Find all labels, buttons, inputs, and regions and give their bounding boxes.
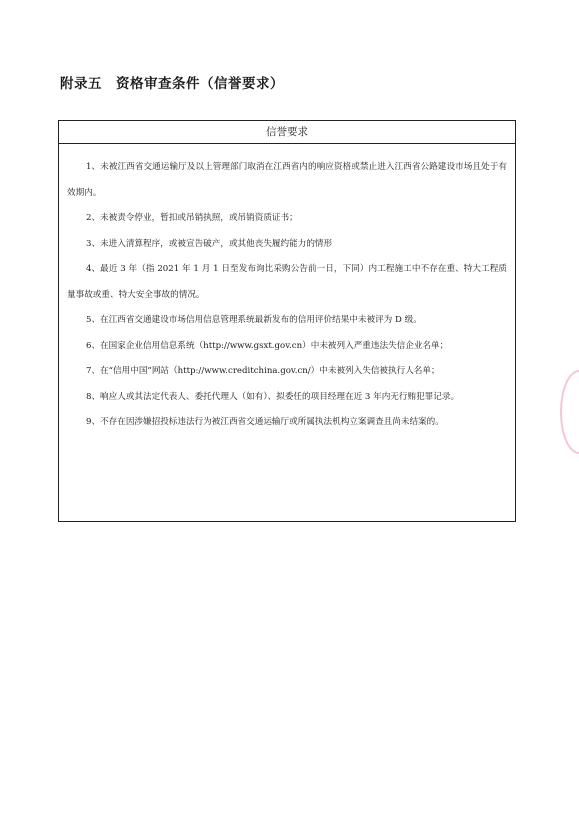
requirement-item-2: 2、未被责令停业，暂扣或吊销执照，或吊销资质证书； — [86, 213, 298, 223]
requirement-item-4: 4、最近 3 年（指 2021 年 1 月 1 日至发布询比采购公告前一日，下同）内工程施工中不存在重、特大工程质量事故或重、特大安全事故的情况。 — [67, 264, 507, 300]
requirements-table — [58, 120, 516, 522]
appendix-number: 附录五 — [60, 76, 102, 92]
requirement-item-7: 7、在“信用中国”网站（http://www.creditchina.gov.cn/）中未被列入失信被执行人名单； — [86, 366, 440, 376]
table-title: 信誉要求 — [59, 121, 515, 144]
requirement-item-5: 5、在江西省交通建设市场信用信息管理系统最新发布的信用评价结果中未被评为 D 级。 — [86, 315, 422, 325]
seal-stamp-edge — [560, 370, 579, 454]
requirement-item-8: 8、响应人或其法定代表人、委托代理人（如有）、拟委任的项目经理在近 3 年内无行贿犯罪记录。 — [86, 391, 460, 402]
appendix-title: 资格审查条件（信誉要求） — [116, 76, 284, 92]
requirement-item-6: 6、在国家企业信用信息系统（http://www.gsxt.gov.cn）中未被列入严重违法失信企业名单； — [86, 340, 449, 351]
requirement-item-9: 9、不存在因涉嫌招投标违法行为被江西省交通运输厅或所属执法机构立案调查且尚未结案的。 — [86, 417, 444, 427]
appendix-heading — [60, 72, 284, 92]
requirement-item-3: 3、未进入清算程序，或被宣告破产，或其他丧失履约能力的情形 — [86, 238, 333, 249]
requirements-list — [59, 144, 515, 436]
requirement-item-1: 1、未被江西省交通运输厅及以上管理部门取消在江西省内的响应资格或禁止进入江西省公路建设市场且处于有效期内。 — [67, 162, 507, 198]
